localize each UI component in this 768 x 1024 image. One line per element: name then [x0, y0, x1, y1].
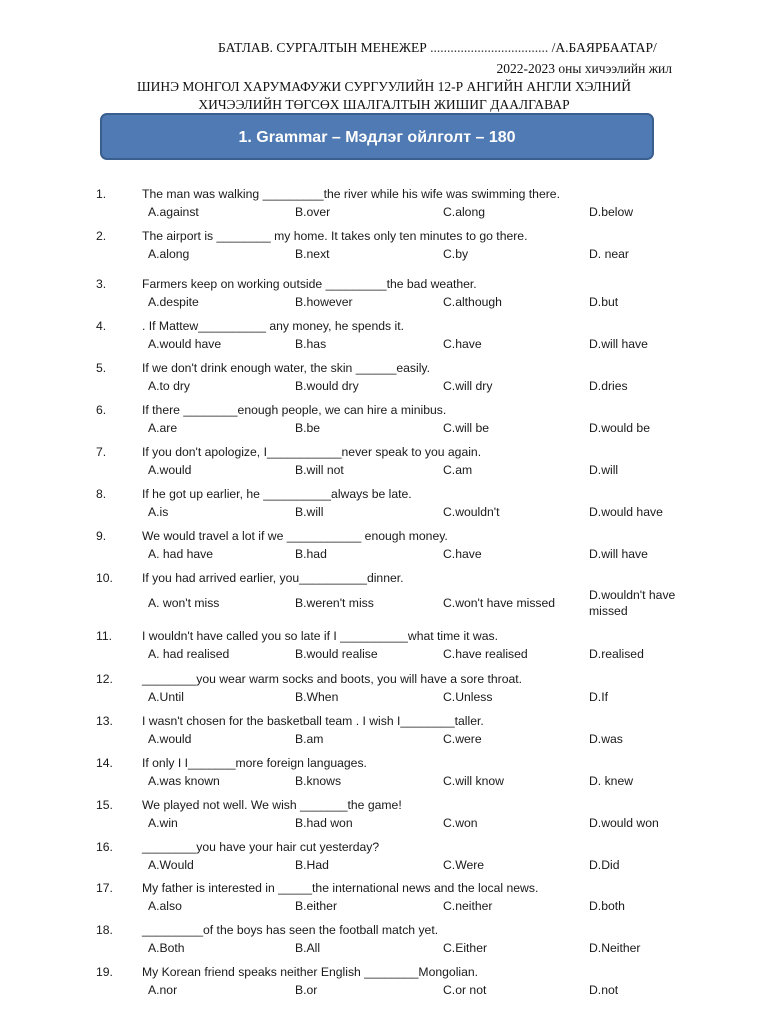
question-stem: . If Mattew__________ any money, he spends it. [142, 319, 404, 333]
question-stem: If only I I_______more foreign languages. [142, 756, 367, 770]
option-d: D.would have [589, 505, 663, 519]
question-stem: If there ________enough people, we can hire a minibus. [142, 403, 447, 417]
approval-title: БАТЛАВ. СУРГАЛТЫН МЕНЕЖЕР [218, 40, 427, 55]
question-number: 1. [96, 187, 107, 201]
school-title: ШИНЭ МОНГОЛ ХАРУМАФУЖИ СУРГУУЛИЙН 12-Р АНГИЙН АНГЛИ ХЭЛНИЙ [136, 79, 631, 94]
option-d: D. near [589, 247, 629, 261]
option-b: B.would dry [295, 379, 359, 393]
option-c: C.will know [443, 774, 504, 788]
option-a: A.win [148, 816, 178, 830]
option-c: C.won't have missed [443, 596, 556, 610]
approver-name: /А.БАЯРБААТАР/ [551, 40, 657, 55]
question-stem: _________of the boys has seen the football match yet. [142, 923, 439, 937]
option-c: C.although [443, 295, 502, 309]
option-a: A.was known [148, 774, 220, 788]
option-a: A.Until [148, 690, 184, 704]
question-number: 9. [96, 529, 107, 543]
option-a: A.would have [148, 337, 222, 351]
question-number: 12. [96, 672, 113, 686]
option-c: C.or not [443, 983, 487, 997]
option-a: A.Would [148, 858, 194, 872]
option-a: A.against [148, 205, 199, 219]
exam-title: ХИЧЭЭЛИЙН ТӨГСӨХ ШАЛГАЛТЫН ЖИШИГ ДААЛГАВАР [198, 97, 570, 112]
question-number: 17. [96, 881, 113, 895]
option-a: A.along [148, 247, 190, 261]
option-d: D.both [589, 899, 625, 913]
question-number: 18. [96, 923, 113, 937]
option-c: C.will be [443, 421, 490, 435]
question-number: 5. [96, 361, 107, 375]
option-d: D.Neither [589, 941, 641, 955]
option-c: C.neither [443, 899, 493, 913]
question-number: 4. [96, 319, 107, 333]
question-stem: ________you wear warm socks and boots, you will have a sore throat. [142, 672, 523, 686]
option-a: A.would [148, 463, 192, 477]
question-number: 15. [96, 798, 113, 812]
option-b: B.had won [295, 816, 353, 830]
option-b: B.All [295, 941, 321, 955]
question-stem: My father is interested in _____the international news and the local news. [142, 881, 539, 895]
option-a: A.also [148, 899, 182, 913]
option-b: B.Had [295, 858, 329, 872]
question-number: 10. [96, 571, 113, 585]
option-c: C.wouldn't [443, 505, 500, 519]
question-number: 16. [96, 840, 113, 854]
option-d: D.will have [589, 547, 648, 561]
option-b: B.however [295, 295, 353, 309]
option-b: B.be [295, 421, 321, 435]
option-d: D.wouldn't have missed [589, 588, 676, 618]
option-d: D.If [589, 690, 608, 704]
option-c: C.won [443, 816, 478, 830]
question-number: 14. [96, 756, 113, 770]
question-stem: We would travel a lot if we ___________ enough money. [142, 529, 448, 543]
option-b: B.will not [295, 463, 344, 477]
option-a: A. had have [148, 547, 214, 561]
option-c: C.will dry [443, 379, 493, 393]
approval-line [218, 40, 657, 56]
option-c: C.am [443, 463, 473, 477]
option-d: D.dries [589, 379, 628, 393]
question-number: 11. [96, 629, 113, 643]
question-stem: If he got up earlier, he __________always be late. [142, 487, 412, 501]
question-stem: My Korean friend speaks neither English ________Mongolian. [142, 965, 479, 979]
option-a: A.nor [148, 983, 178, 997]
option-a: A.are [148, 421, 178, 435]
option-a: A.is [148, 505, 169, 519]
option-d: D.would won [589, 816, 659, 830]
option-d: D.was [589, 732, 623, 746]
option-b: B.has [295, 337, 327, 351]
option-d: D.but [589, 295, 619, 309]
question-number: 19. [96, 965, 113, 979]
question-stem: The man was walking _________the river while his wife was swimming there. [142, 187, 560, 201]
option-b: B.will [295, 505, 324, 519]
question-number: 13. [96, 714, 113, 728]
option-c: C.Were [443, 858, 485, 872]
question-stem: I wasn't chosen for the basketball team . I wish I________taller. [142, 714, 484, 728]
option-d: D. knew [589, 774, 634, 788]
option-d: D.would be [589, 421, 650, 435]
question-stem: The airport is ________ my home. It takes only ten minutes to go there. [142, 229, 528, 243]
section-banner: 1. Grammar – Мэдлэг ойлголт – 180 [100, 113, 654, 160]
question-number: 2. [96, 229, 107, 243]
option-a: A.would [148, 732, 192, 746]
option-d: D.will have [589, 337, 648, 351]
option-b: B.next [295, 247, 330, 261]
option-c: C.by [443, 247, 469, 261]
option-c: C.have [443, 337, 482, 351]
question-stem: Farmers keep on working outside _________the bad weather. [142, 277, 477, 291]
option-a: A. had realised [148, 647, 230, 661]
signature-dots: ................................... [430, 40, 549, 55]
option-b: B.knows [295, 774, 342, 788]
question-number: 6. [96, 403, 107, 417]
school-year: 2022-2023 оны хичээлийн жил [496, 61, 672, 76]
option-a: A.to dry [148, 379, 190, 393]
question-number: 7. [96, 445, 107, 459]
option-d: D.will [589, 463, 619, 477]
question-stem: If you don't apologize, I___________never speak to you again. [142, 445, 482, 459]
question-stem: If we don't drink enough water, the skin ______easily. [142, 361, 431, 375]
question-number: 8. [96, 487, 107, 501]
option-d: D.realised [589, 647, 644, 661]
option-b: B.either [295, 899, 338, 913]
option-b: B.over [295, 205, 331, 219]
question-stem: I wouldn't have called you so late if I __________what time it was. [142, 629, 498, 643]
option-c: C.have [443, 547, 482, 561]
option-c: C.Either [443, 941, 488, 955]
question-stem: ________you have your hair cut yesterday? [142, 840, 380, 854]
option-d: D.Did [589, 858, 620, 872]
option-c: C.were [443, 732, 482, 746]
question-number: 3. [96, 277, 107, 291]
option-c: C.Unless [443, 690, 493, 704]
option-a: A.despite [148, 295, 199, 309]
option-c: C.have realised [443, 647, 528, 661]
question-stem: We played not well. We wish _______the game! [142, 798, 402, 812]
option-b: B.had [295, 547, 327, 561]
option-c: C.along [443, 205, 486, 219]
option-b: B.weren't miss [295, 596, 374, 610]
option-a: A. won't miss [148, 596, 220, 610]
question-stem: If you had arrived earlier, you__________dinner. [142, 571, 404, 585]
option-d: D.not [589, 983, 619, 997]
option-b: B.When [295, 690, 339, 704]
option-b: B.would realise [295, 647, 378, 661]
option-d: D.below [589, 205, 634, 219]
option-b: B.am [295, 732, 324, 746]
option-a: A.Both [148, 941, 185, 955]
option-b: B.or [295, 983, 318, 997]
